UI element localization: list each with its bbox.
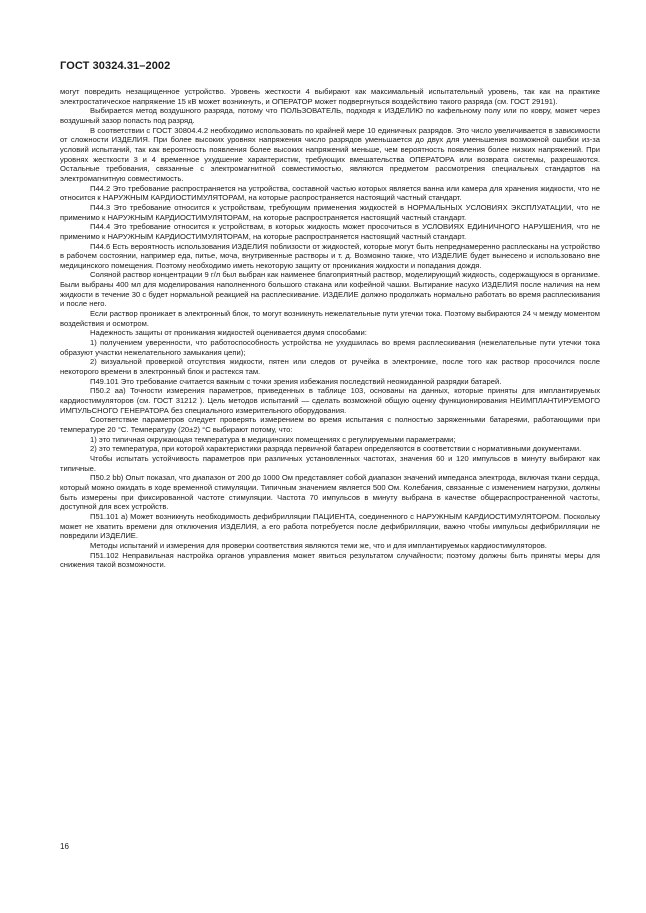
paragraph: Надежность защиты от проникания жидкостей оценивается двумя способами: <box>90 328 367 338</box>
paragraph: П44.3 Это требование относится к устройствам, требующим применения жидкостей в НОРМАЛЬНЫХ УСЛОВИЯХ ЭКСПЛУАТАЦИИ, что не применимо к НАРУЖНЫМ КАРДИОСТИМУЛЯТОРАМ, на которые распространяется настоящий частный стандарт. <box>60 202 600 222</box>
paragraph: Если раствор проникает в электронный блок, то могут возникнуть нежелательные пути утечки тока. Поэтому выбираются 24 ч между моментом воздействия и осмотром. <box>60 309 600 328</box>
paragraph: могут повредить незащищенное устройство. Уровень жесткости 4 выбирают как максимальный испытательный уровень, так как на практике электростатическое напряжение 15 кВ может возникнуть, и ОПЕРАТОР может подвергнуться воздействию такого разряда (см. ГОСТ 29191). <box>60 87 600 106</box>
list-item: 1) это типичная окружающая температура в медицинских помещениях с регулируемыми параметрами; <box>90 434 456 444</box>
paragraph: Соответствие параметров следует проверять измерением во время испытания с полностью заряженными батареями, работающими при температуре 20 °С. Температуру (20±2) °С выбирают потому, что: <box>60 415 600 434</box>
paragraph: В соответствии с ГОСТ 30804.4.2 необходимо использовать по крайней мере 10 единичных разрядов. Это число увеличивается в зависимости от сложности ИЗДЕЛИЯ. При более высоких уровнях напряжения число разрядов уменьшается до двух для уменьшения возможной ошибки из-за условий испытаний, так как вероятность появления более высоких напряжений меньше, чем вероятность появления более низких напряжений. При уровнях жесткости 3 и 4 временное ухудшение характеристик, требующих вмешательства ОПЕРАТОРА или возврата системы, разрешаются. Остальные требования, связанные с электромагнитной совместимостью, являются предметом рассмотрения специальных стандартов на электромагнитную совместимость. <box>60 125 600 183</box>
document-body <box>60 87 600 570</box>
paragraph: П50.2 bb) Опыт показал, что диапазон от 200 до 1000 Ом представляет собой диапазон значений импеданса электрода, включая ткани сердца, который можно ожидать в ходе временной стимуляции. Типичным значением является 500 Ом. Колебания, связанные с изменением нагрузки, должны быть измерены при фиксированной частоте стимуляции. Частота 70 импульсов в минуту выбрана в качестве общераспространенной частоты, доступной для всех устройств. <box>60 473 600 512</box>
list-item: 2) визуальной проверкой отсутствия жидкости, пятен или следов от ручейка в электронике, после того как раствор просочился после некоторого времени в электронный блок и растекся там. <box>60 357 600 377</box>
paragraph: Выбирается метод воздушного разряда, потому что ПОЛЬЗОВАТЕЛЬ, подходя к ИЗДЕЛИЮ по кафельному полу или по ковру, может через воздушный зазор попасть под разряд. <box>60 106 600 125</box>
paragraph: П44.6 Есть вероятность использования ИЗДЕЛИЯ поблизости от жидкостей, которые могут быть непреднамеренно расплесканы на устройство в рабочем состоянии, например еда, питье, моча, внутривенные растворы и т. д. Возможно также, что ИЗДЕЛИЕ будет вынесено и использовано вне медицинского помещения. Поэтому необходимо иметь некоторую защиту от проникания жидкости и попадания дождя. <box>60 241 600 270</box>
list-item: 2) это температура, при которой характеристики разряда первичной батареи определяются в соответствии с нормативными документами. <box>90 444 582 454</box>
paragraph: П44.4 Это требование относится к устройствам, в которых жидкость может просочиться в УСЛОВИЯХ ЕДИНИЧНОГО НАРУШЕНИЯ, что не применимо к НАРУЖНЫМ КАРДИОСТИМУЛЯТОРАМ, на которые распространяется настоящий частный стандарт. <box>60 222 600 241</box>
list-item: 1) получением уверенности, что работоспособность устройства не ухудшилась во время расплескивания (нежелательные пути утечки тока образуют участки нежелательного замыкания цепи); <box>60 338 600 357</box>
paragraph: Соляной раствор концентрации 9 г/л был выбран как наименее благоприятный раствор, моделирующий жидкость, содержащуюся в организме. Были выбраны 400 мл для моделирования наполненного большого стакана или кофейной чашки. Вытирание насухо ИЗДЕЛИЯ после наличия на нем жидкости в течение 30 с будет нормальной реакцией на расплескивание. ИЗДЕЛИЕ должно продолжать нормально работать во время расплескивания и после него. <box>60 270 600 309</box>
paragraph: Методы испытаний и измерения для проверки соответствия являются теми же, что и для имплантируемых кардиостимуляторов. <box>90 540 547 550</box>
paragraph: П50.2 аа) Точности измерения параметров, приведенных в таблице 103, основаны на данных, которые приняты для имплантируемых кардиостимуляторов (см. ГОСТ 31212 ). Цель методов испытаний — сделать возможной общую оценку функционирования НЕИМПЛАНТИРУЕМОГО ИМПУЛЬСНОГО ГЕНЕРАТОРА без специального измерительного оборудования. <box>60 386 600 415</box>
paragraph: П49.101 Это требование считается важным с точки зрения избежания последствий неожиданной разрядки батарей. <box>90 376 502 386</box>
paragraph: П51.101 а) Может возникнуть необходимость дефибрилляции ПАЦИЕНТА, соединенного с НАРУЖНЫМ КАРДИОСТИМУЛЯТОРОМ. Поскольку может не хватить времени для отключения ИЗДЕЛИЯ, а его работа потребуется после дефибрилляции, важно чтобы импульсы дефибрилляции не повредили ИЗДЕЛИЕ. <box>60 511 600 541</box>
page-number: 16 <box>60 842 69 851</box>
document-header: ГОСТ 30324.31–2002 <box>60 60 171 72</box>
paragraph: Чтобы испытать устойчивость параметров при различных установленных частотах, значения 60 и 120 импульсов в минуту выбирают как типичные. <box>60 453 600 473</box>
paragraph: П44.2 Это требование распространяется на устройства, составной частью которых является ванна или камера для хранения жидкости, что не относится к НАРУЖНЫМ КАРДИОСТИМУЛЯТОРАМ, на которые распространяется настоящий частный стандарт. <box>60 183 600 203</box>
paragraph: П51.102 Неправильная настройка органов управления может явиться результатом случайности; поэтому должны быть приняты меры для снижения такой возможности. <box>60 550 600 570</box>
